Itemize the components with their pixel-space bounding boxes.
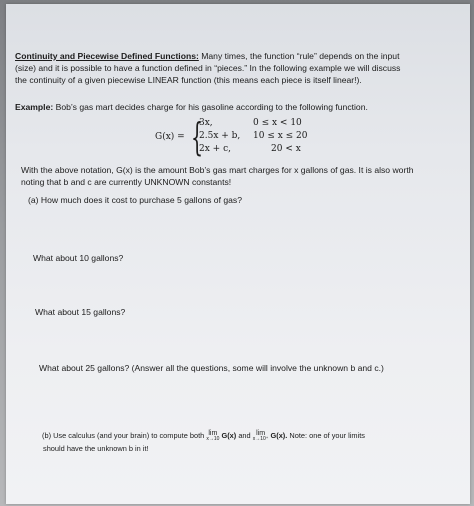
example-text: Bob’s gas mart decides charge for his gasoline according to the following function. — [53, 102, 368, 112]
piece-3-cond: 20 < x — [271, 144, 301, 154]
lim-expr-1: G(x) — [221, 431, 237, 440]
intro-line3: the continuity of a given piecewise LINEAR function (this means each piece is itself linear!). — [15, 75, 362, 85]
lim-expr-2: G(x). — [270, 431, 288, 440]
example-label: Example: — [15, 102, 54, 112]
notation-line2: noting that b and c are currently UNKNOWN constants! — [21, 177, 232, 187]
question-b-prefix: (b) Use calculus (and your brain) to compute both — [42, 431, 205, 440]
question-b — [42, 430, 365, 442]
formula-brace: { — [191, 115, 204, 159]
piece-2-expr: 2.5x + b, — [199, 131, 241, 141]
and-word: and — [238, 431, 251, 440]
lim-word-2: lim — [256, 430, 266, 437]
intro-line1: Many times, the function “rule” depends on the input — [198, 51, 400, 61]
question-15-gallons: What about 15 gallons? — [35, 307, 126, 317]
piece-1-expr: 3x, — [199, 118, 213, 128]
question-b-suffix: Note: one of your limits — [287, 431, 365, 440]
question-25-gallons: What about 25 gallons? (Answer all the questions, some will involve the unknown b and c.) — [39, 363, 384, 373]
example-statement — [15, 101, 368, 113]
lim-word-1: lim — [208, 430, 218, 437]
formula-lhs: G(x) = — [155, 132, 185, 142]
intro-line2: (size) and it is possible to have a function defined in “pieces.” In the following example we will discuss — [15, 63, 401, 73]
piece-3-expr: 2x + c, — [199, 144, 231, 154]
question-10-gallons: What about 10 gallons? — [33, 253, 124, 263]
notation-line1: With the above notation, G(x) is the amount Bob’s gas mart charges for x gallons of gas. It is also worth — [21, 165, 414, 175]
limit-right — [253, 430, 269, 442]
notation-paragraph — [21, 164, 451, 188]
question-b-line2: should have the unknown b in it! — [43, 444, 149, 453]
question-a: (a) How much does it cost to purchase 5 gallons of gas? — [28, 195, 243, 205]
section-heading: Continuity and Piecewise Defined Functions: — [15, 51, 199, 61]
limit-left — [206, 430, 219, 442]
lim-sub-1: x→10 — [206, 436, 220, 442]
piece-2-cond: 10 ≤ x ≤ 20 — [253, 131, 308, 141]
piecewise-formula — [155, 115, 325, 160]
intro-paragraph — [15, 50, 455, 86]
lim-sub-2: x→10⁺ — [252, 436, 269, 442]
piece-1-cond: 0 ≤ x < 10 — [253, 118, 302, 128]
